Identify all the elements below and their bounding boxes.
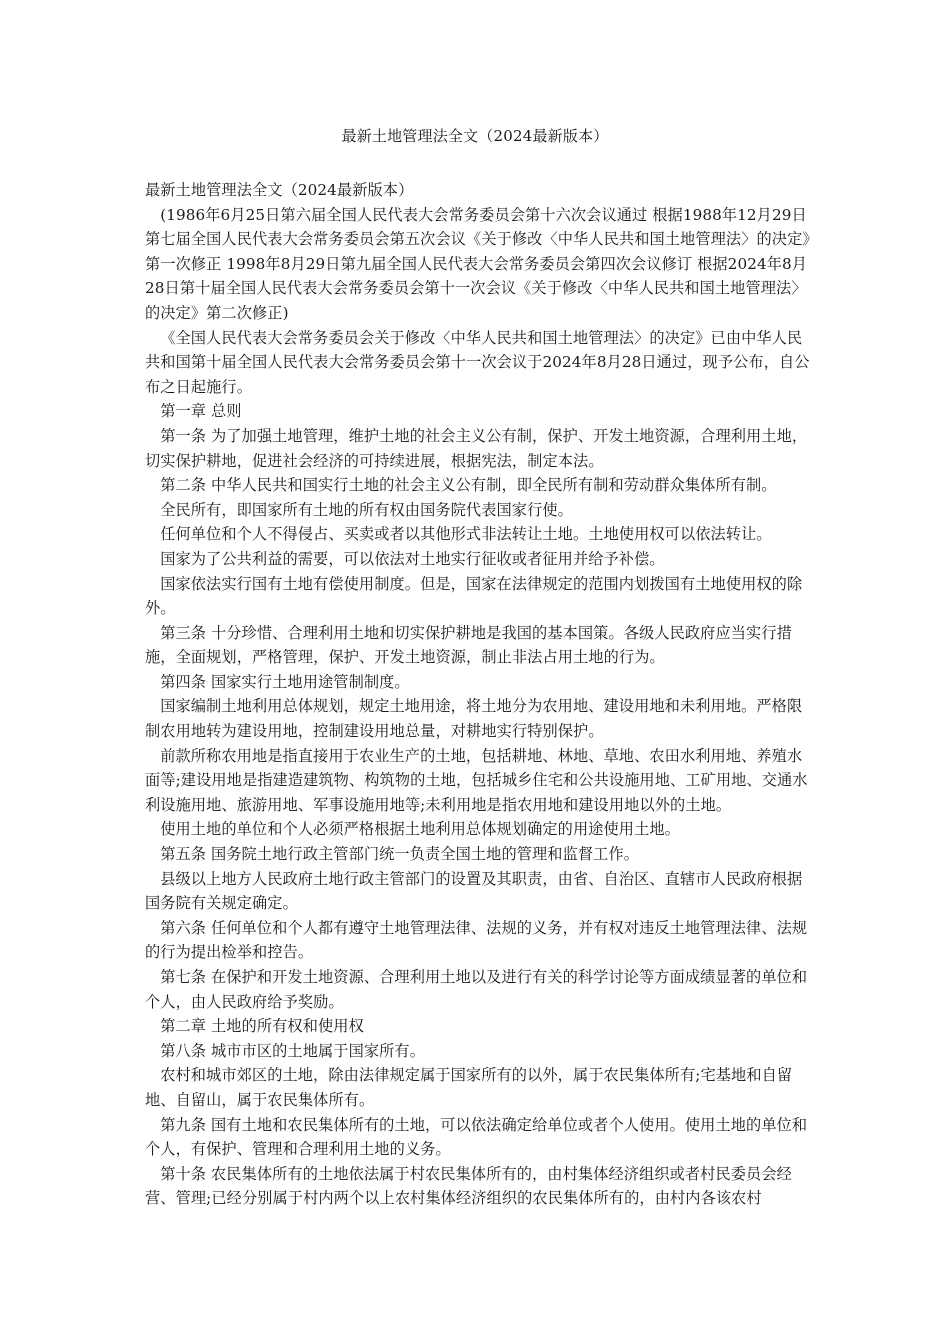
article-6: 第六条 任何单位和个人都有遵守土地管理法律、法规的义务，并有权对违反土地管理法律、法规的行为提出检举和控告。 [145,918,808,962]
document-body [145,178,815,1211]
chapter-heading-2: 第二章 土地的所有权和使用权 [160,1017,364,1036]
article-7: 第七条 在保护和开发土地资源、合理利用土地以及进行有关的科学讨论等方面成绩显著的单位和个人，由人民政府给予奖励。 [145,968,808,1011]
article-5: 第五条 国务院土地行政主管部门统一负责全国土地的管理和监督工作。 [160,845,640,864]
article-4-para-2: 国家编制土地利用总体规划，规定土地用途，将土地分为农用地、建设用地和未利用地。严格限制农用地转为建设用地，控制建设用地总量，对耕地实行特别保护。 [145,697,803,741]
document-title: 最新土地管理法全文（2024最新版本） [145,181,414,199]
article-8: 第八条 城市市区的土地属于国家所有。 [160,1041,426,1060]
article-9: 第九条 国有土地和农民集体所有的土地，可以依法确定给单位或者个人使用。使用土地的单位和个人，有保护、管理和合理利用土地的义务。 [145,1115,808,1159]
article-3: 第三条 十分珍惜、合理利用土地和切实保护耕地是我国的基本国策。各级人民政府应当实行措施，全面规划，严格管理，保护、开发土地资源，制止非法占用土地的行为。 [145,623,792,667]
article-2: 第二条 中华人民共和国实行土地的社会主义公有制，即全民所有制和劳动群众集体所有制。 [160,476,777,495]
article-4-para-4: 使用土地的单位和个人必须严格根据土地利用总体规划确定的用途使用土地。 [160,820,680,839]
article-2-para-3: 任何单位和个人不得侵占、买卖或者以其他形式非法转让土地。土地使用权可以依法转让。 [160,525,772,544]
paragraph-amendment-history: (1986年6月25日第六届全国人民代表大会常务委员会第十六次会议通过 根据1988年12月29日第七届全国人民代表大会常务委员会第五次会议《关于修改〈中华人民共和国土地管理法〉的决定》第一次修正 1998年8月29日第九届全国人民代表大会常务委员会第四次会议修订 根据2024年8月28日第十届全国人民代表大会常务委员会第十一次会议《关于修改〈中华人民共和国土地管理法〉的决定》第二次修正) [145,205,811,322]
article-2-para-5: 国家依法实行国有土地有偿使用制度。但是，国家在法律规定的范围内划拨国有土地使用权的除外。 [145,574,803,618]
article-8-para-2: 农村和城市郊区的土地，除由法律规定属于国家所有的以外，属于农民集体所有;宅基地和自留地、自留山，属于农民集体所有。 [145,1066,793,1109]
article-2-para-2: 全民所有，即国家所有土地的所有权由国务院代表国家行使。 [160,500,573,519]
article-4: 第四条 国家实行土地用途管制制度。 [160,672,410,691]
paragraph-promulgation: 《全国人民代表大会常务委员会关于修改〈中华人民共和国土地管理法〉的决定》已由中华人民共和国第十届全国人民代表大会常务委员会第十一次会议于2024年8月28日通过，现予公布，自公布之日起施行。 [145,328,810,396]
article-5-para-2: 县级以上地方人民政府土地行政主管部门的设置及其职责，由省、自治区、直辖市人民政府根据国务院有关规定确定。 [145,869,803,913]
article-1: 第一条 为了加强土地管理，维护土地的社会主义公有制，保护、开发土地资源，合理利用土地，切实保护耕地，促进社会经济的可持续进展，根据宪法，制定本法。 [145,426,808,470]
article-2-para-4: 国家为了公共利益的需要，可以依法对土地实行征收或者征用并给予补偿。 [160,549,665,568]
article-4-para-3: 前款所称农用地是指直接用于农业生产的土地，包括耕地、林地、草地、农田水利用地、养殖水面等;建设用地是指建造建筑物、构筑物的土地，包括城乡住宅和公共设施用地、工矿用地、交通水利设施用地、旅游用地、军事设施用地等;未利用地是指农用地和建设用地以外的土地。 [145,746,808,814]
page-header-title: 最新土地管理法全文（2024最新版本） [341,127,609,145]
article-10: 第十条 农民集体所有的土地依法属于村农民集体所有的，由村集体经济组织或者村民委员会经营、管理;已经分别属于村内两个以上农村集体经济组织的农民集体所有的，由村内各该农村 [145,1164,792,1208]
chapter-heading-1: 第一章 总则 [160,402,242,421]
